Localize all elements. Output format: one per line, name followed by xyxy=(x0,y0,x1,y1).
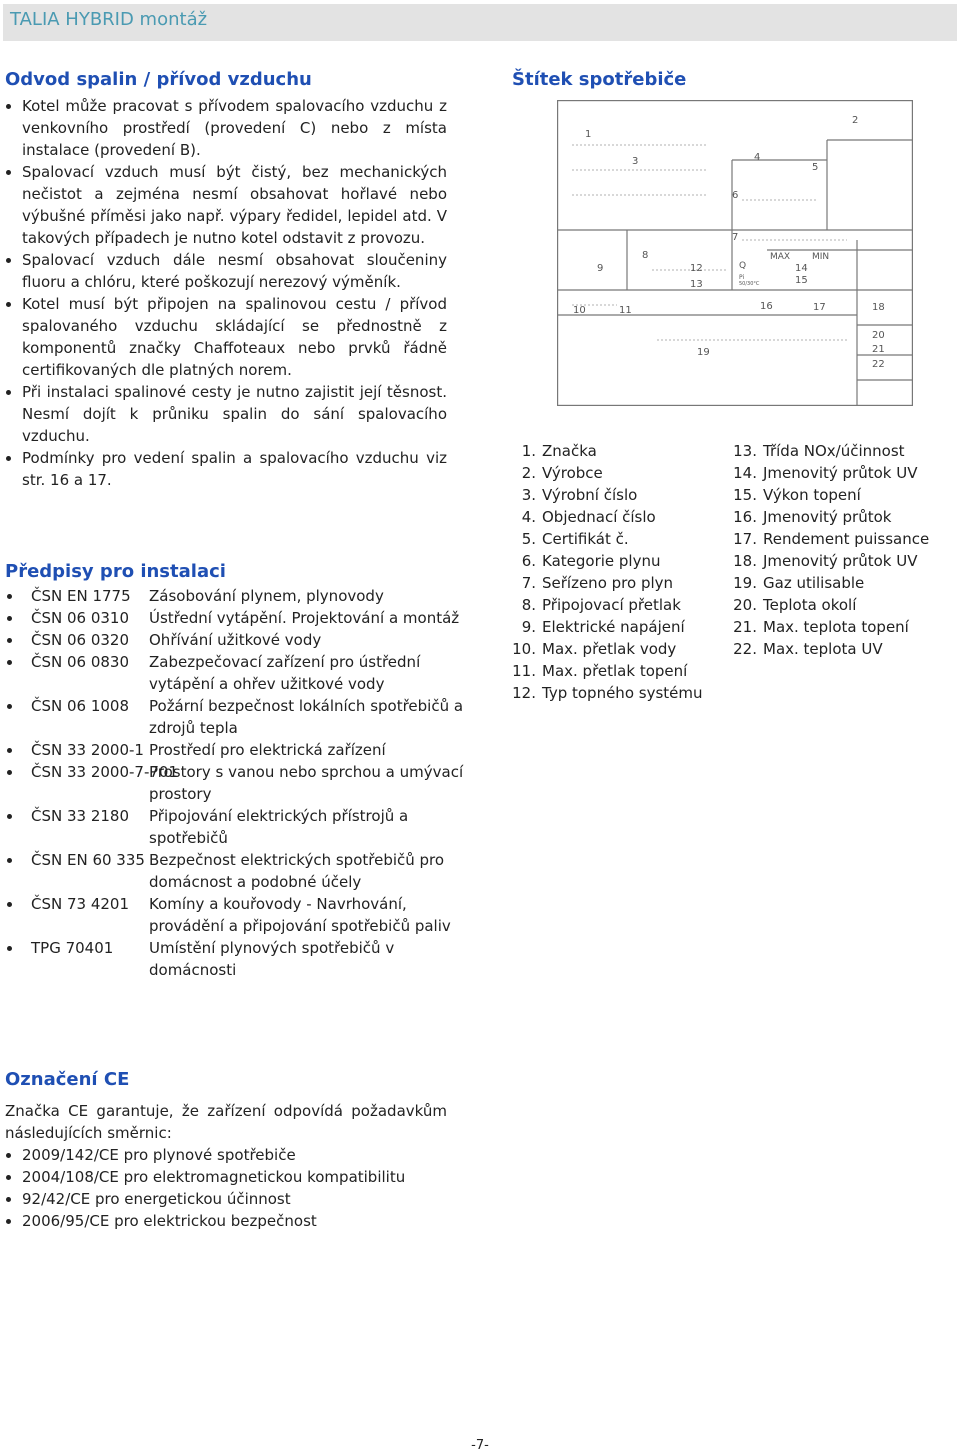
list-item xyxy=(5,585,465,607)
list-item: 2009/142/CE pro plynové spotřebiče xyxy=(5,1144,455,1166)
plate-label-13: 13 xyxy=(690,279,703,290)
list-item: 12. Typ topného systému xyxy=(512,684,703,702)
list-item xyxy=(5,739,465,761)
list-item: 5. Certifikát č. xyxy=(521,530,629,548)
list-item: 19. Gaz utilisable xyxy=(733,574,865,592)
list-item: 8. Připojovací přetlak xyxy=(521,596,681,614)
ce-heading: Označení CE xyxy=(5,1069,130,1090)
list-item: 9. Elektrické napájení xyxy=(521,618,685,636)
regulation-code: ČSN 06 0310 xyxy=(31,609,130,627)
list-item: 14. Jmenovitý průtok UV xyxy=(733,464,918,482)
list-item: 2004/108/CE pro elektromagnetickou kompatibilitu xyxy=(5,1166,455,1188)
list-item: 92/42/CE pro energetickou účinnost xyxy=(5,1188,455,1210)
regulation-code: ČSN 06 0320 xyxy=(31,631,130,649)
plate-label-16: 16 xyxy=(760,301,773,312)
plate-label-6: 6 xyxy=(732,190,739,201)
plate-label-3: 3 xyxy=(632,156,639,167)
plate-legend-right xyxy=(726,440,929,660)
flue-bullet-list xyxy=(5,95,447,491)
list-item: Spalovací vzduch dále nesmí obsahovat sloučeniny fluoru a chlóru, které poškozují nerezový výměník. xyxy=(5,249,447,293)
plate-label-9: 9 xyxy=(597,263,604,274)
plate-label-q: Q xyxy=(739,261,747,271)
plate-label-20: 20 xyxy=(872,330,885,341)
plate-heading: Štítek spotřebiče xyxy=(512,69,687,90)
plate-label-pi: Pi xyxy=(739,274,745,281)
regulation-desc: Ústřední vytápění. Projektování a montáž xyxy=(149,609,460,627)
regulation-desc: Prostředí pro elektrická zařízení xyxy=(149,741,386,759)
header-title: TALIA HYBRID montáž xyxy=(10,9,208,30)
list-item xyxy=(5,629,465,651)
plate-label-14: 14 xyxy=(795,263,808,274)
plate-legend-left xyxy=(505,440,703,704)
page-number: -7- xyxy=(471,1438,489,1453)
plate-label-5: 5 xyxy=(812,162,819,173)
plate-label-22: 22 xyxy=(872,359,885,370)
plate-label-19: 19 xyxy=(697,347,710,358)
list-item: 13. Třída NOx/účinnost xyxy=(733,442,905,460)
list-item: 1. Značka xyxy=(521,442,597,460)
list-item: Při instalaci spalinové cesty je nutno zajistit její těsnost. Nesmí dojít k průniku spalin do sání spalovacího vzduchu. xyxy=(5,381,447,447)
list-item: 16. Jmenovitý průtok xyxy=(733,508,892,526)
list-item: 4. Objednací číslo xyxy=(521,508,656,526)
list-item: Podmínky pro vedení spalin a spalovacího vzduchu viz str. 16 a 17. xyxy=(5,447,447,491)
regulation-desc: Požární bezpečnost lokálních spotřebičů a zdrojů tepla xyxy=(149,697,464,737)
plate-label-2: 2 xyxy=(852,115,859,126)
list-item: 22. Max. teplota UV xyxy=(733,640,883,658)
plate-label-10: 10 xyxy=(573,305,586,316)
regulation-code: ČSN 33 2000-1 xyxy=(31,741,144,759)
regulations-heading: Předpisy pro instalaci xyxy=(5,561,226,582)
ce-bullet-list xyxy=(5,1144,455,1232)
ce-intro: Značka CE garantuje, že zařízení odpovídá požadavkům následujících směrnic: xyxy=(5,1102,447,1142)
regulation-desc: Zabezpečovací zařízení pro ústřední vytápění a ohřev užitkové vody xyxy=(149,653,421,693)
regulation-code: ČSN 73 4201 xyxy=(31,895,130,913)
plate-label-max: MAX xyxy=(770,252,791,262)
regulation-code: ČSN EN 1775 xyxy=(31,587,131,605)
regulation-desc: Umístění plynových spotřebičů v domácnosti xyxy=(149,939,395,979)
list-item: 10. Max. přetlak vody xyxy=(512,640,677,658)
regulation-desc: Zásobování plynem, plynovody xyxy=(149,587,384,605)
regulation-code: ČSN 06 1008 xyxy=(31,697,130,715)
plate-label-11: 11 xyxy=(619,305,632,316)
list-item: 3. Výrobní číslo xyxy=(521,486,638,504)
plate-label-1: 1 xyxy=(585,129,592,140)
list-item: 6. Kategorie plynu xyxy=(521,552,661,570)
plate-label-15: 15 xyxy=(795,275,808,286)
regulation-code: TPG 70401 xyxy=(31,939,114,957)
rating-plate-diagram xyxy=(557,100,913,406)
list-item xyxy=(5,695,465,739)
list-item: Kotel může pracovat s přívodem spalovacího vzduchu z venkovního prostředí (provedení C) nebo z místa instalace (provedení B). xyxy=(5,95,447,161)
list-item xyxy=(5,761,465,805)
plate-label-4: 4 xyxy=(754,152,761,163)
plate-label-min: MIN xyxy=(812,252,830,262)
plate-label-17: 17 xyxy=(813,302,826,313)
list-item xyxy=(5,893,465,937)
regulation-desc: Ohřívání užitkové vody xyxy=(149,631,322,649)
list-item: 20. Teplota okolí xyxy=(733,596,857,614)
list-item: Spalovací vzduch musí být čistý, bez mechanických nečistot a zejména nesmí obsahovat hořlavé nebo výbušné příměsi jako např. výpary ředidel, lepidel atd. V takových případech je nutno kotel odstavit z provozu. xyxy=(5,161,447,249)
regulation-code: ČSN 06 0830 xyxy=(31,653,130,671)
regulation-desc: Komíny a kouřovody - Navrhování, provádění a připojování spotřebičů paliv xyxy=(149,895,451,935)
regulation-desc: Připojování elektrických přístrojů a spotřebičů xyxy=(149,807,409,847)
list-item: 21. Max. teplota topení xyxy=(733,618,909,636)
plate-outline xyxy=(558,101,913,406)
regulation-desc: Bezpečnost elektrických spotřebičů pro domácnost a podobné účely xyxy=(149,851,445,891)
regulation-desc: Prostory s vanou nebo sprchou a umývací prostory xyxy=(149,763,464,803)
plate-label-8: 8 xyxy=(642,250,649,261)
list-item: 15. Výkon topení xyxy=(733,486,861,504)
regulation-code: ČSN 33 2000-7-701 xyxy=(31,763,179,781)
regulations-list xyxy=(5,585,465,981)
plate-label-18: 18 xyxy=(872,302,885,313)
list-item: 11. Max. přetlak topení xyxy=(512,662,688,680)
list-item: 2006/95/CE pro elektrickou bezpečnost xyxy=(5,1210,455,1232)
plate-label-12: 12 xyxy=(690,263,703,274)
list-item xyxy=(5,805,465,849)
list-item xyxy=(5,651,465,695)
list-item: 17. Rendement puissance xyxy=(733,530,930,548)
page-header xyxy=(3,4,957,41)
list-item: 7. Seřízeno pro plyn xyxy=(521,574,674,592)
list-item: 2. Výrobce xyxy=(521,464,603,482)
list-item xyxy=(5,607,465,629)
plate-label-pi-sub: 50/30°C xyxy=(739,281,760,287)
list-item: 18. Jmenovitý průtok UV xyxy=(733,552,918,570)
list-item xyxy=(5,937,465,981)
flue-heading: Odvod spalin / přívod vzduchu xyxy=(5,69,312,90)
regulation-code: ČSN EN 60 335 xyxy=(31,851,145,869)
regulation-code: ČSN 33 2180 xyxy=(31,807,130,825)
list-item: Kotel musí být připojen na spalinovou cestu / přívod spalovaného vzduchu skládající se přednostně z komponentů značky Chaffoteaux nebo prvků řádně certifikovaných dle platných norem. xyxy=(5,293,447,381)
plate-label-21: 21 xyxy=(872,344,885,355)
list-item xyxy=(5,849,465,893)
plate-label-7: 7 xyxy=(732,232,739,243)
